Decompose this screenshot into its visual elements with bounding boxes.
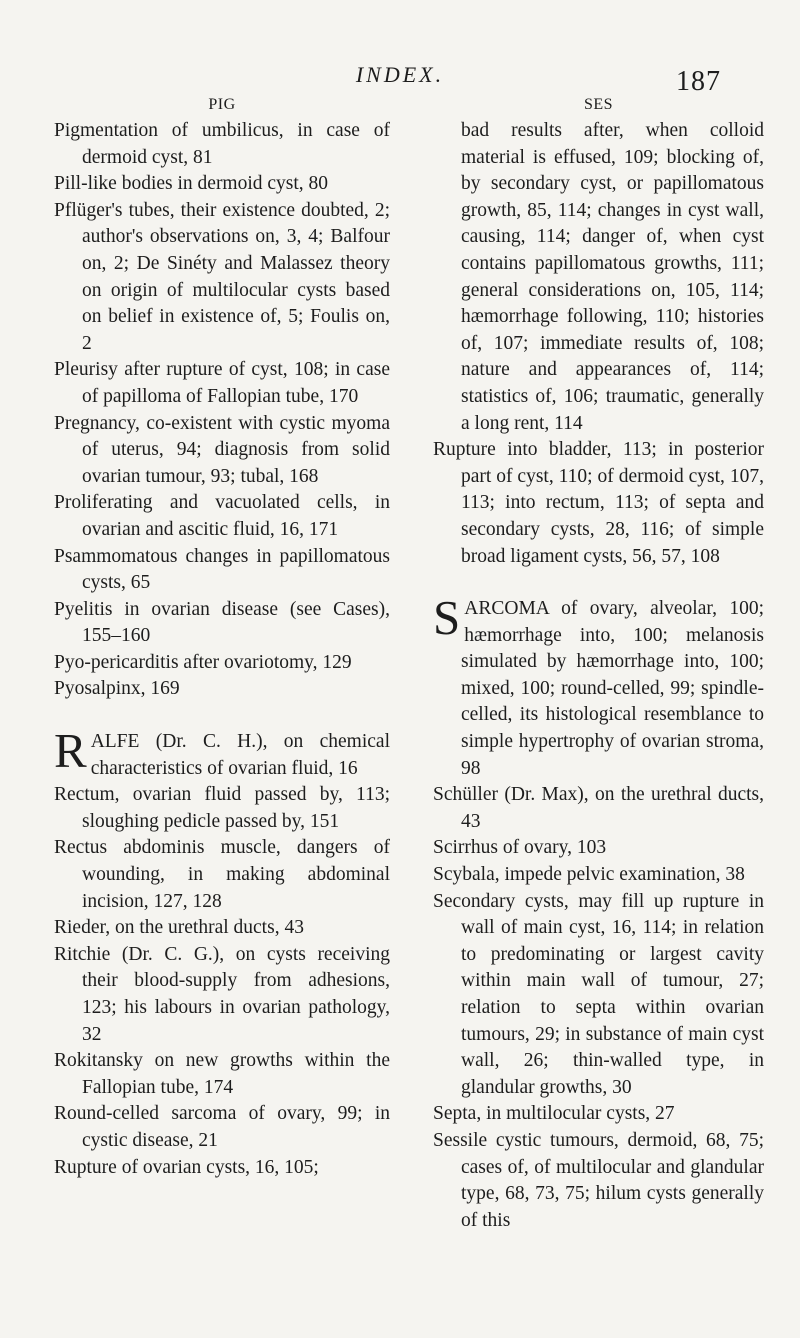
index-entry: Pyo-pericarditis after ovariotomy, 129 bbox=[54, 651, 352, 673]
index-entry: Pleurisy after rupture of cyst, 108; in case of papilloma of Fallopian tube, 170 bbox=[54, 359, 390, 407]
index-entry: Rieder, on the urethral ducts, 43 bbox=[54, 917, 304, 939]
index-entry: Rectum, ovarian fluid passed by, 113; sloughing pedicle passed by, 151 bbox=[54, 784, 390, 832]
page-header-title: INDEX. bbox=[355, 62, 445, 87]
section-s-first-entry bbox=[433, 590, 764, 782]
index-entry: Rupture into bladder, 113; in posterior part of cyst, 110; of dermoid cyst, 107, 113; into rectum, 113; of septa and secondary cysts, 28, 116; of simple broad ligament cysts, 56, 57, 108 bbox=[433, 439, 764, 567]
index-entry: Scybala, impede pelvic examination, 38 bbox=[433, 864, 745, 886]
index-entry: Sessile cystic tumours, dermoid, 68, 75; cases of, of multilocular and glandular type, 68, 73, 75; hilum cysts generally of this bbox=[433, 1129, 764, 1231]
index-entry: Rokitansky on new growths within the Fallopian tube, 174 bbox=[54, 1050, 390, 1098]
right-running-head: SES bbox=[583, 96, 614, 113]
left-running-head: PIG bbox=[208, 96, 236, 113]
index-entry: Ritchie (Dr. C. G.), on cysts receiving their blood-supply from adhesions, 123; his labours in ovarian pathology, 32 bbox=[54, 943, 390, 1045]
s-first-entry-text: ARCOMA of ovary, alveolar, 100; hæmorrhage into, 100; melanosis simulated by hæmorrhage into, 100; mixed, 100; round-celled, 99; spindle-celled, its histological resemblance to simple hypertrophy of ovarian stroma, 98 bbox=[461, 598, 764, 779]
index-entry: Pregnancy, co-existent with cystic myoma of uterus, 94; diagnosis from solid ovarian tumour, 93; tubal, 168 bbox=[54, 412, 390, 487]
section-r-first-entry bbox=[54, 723, 390, 782]
index-entry: Proliferating and vacuolated cells, in ovarian and ascitic fluid, 16, 171 bbox=[54, 492, 390, 540]
drop-cap-s: S bbox=[433, 590, 461, 646]
section-gap bbox=[433, 570, 764, 596]
index-entry-continuation: bad results after, when colloid material is effused, 109; blocking of, by secondary cyst, or papillomatous growth, 85, 114; changes in cyst wall, causing, 114; danger of, when cyst contains papillomatous growths, 111; general considerations on, 105, 114; hæmorrhage following, 110; histories of, 107; immediate results of, 108; nature and appearances of, 114; statistics of, 106; traumatic, generally a long rent, 114 bbox=[461, 120, 764, 434]
index-entry: Pflüger's tubes, their existence doubted, 2; author's observations on, 3, 4; Balfour on, 2; De Sinéty and Malassez theory on origin of multilocular cysts based on belief in existence of, 5; Foulis on, 2 bbox=[54, 199, 390, 354]
index-entry: Psammomatous changes in papillomatous cysts, 65 bbox=[54, 545, 390, 594]
index-entry: Schüller (Dr. Max), on the urethral ducts, 43 bbox=[433, 784, 764, 832]
index-entry: Scirrhus of ovary, 103 bbox=[433, 837, 607, 859]
index-entry: Rectus abdominis muscle, dangers of wounding, in making abdominal incision, 127, 128 bbox=[54, 837, 390, 912]
page-number: 187 bbox=[676, 66, 721, 97]
index-entry: Pyosalpinx, 169 bbox=[54, 678, 180, 700]
index-entry: Septa, in multilocular cysts, 27 bbox=[433, 1103, 675, 1125]
left-column bbox=[54, 92, 390, 1181]
index-entry: Pill-like bodies in dermoid cyst, 80 bbox=[54, 173, 329, 195]
r-first-entry-text: ALFE (Dr. C. H.), on chemical characteristics of ovarian fluid, 16 bbox=[90, 731, 390, 779]
index-entry: Pigmentation of umbilicus, in case of dermoid cyst, 81 bbox=[54, 120, 390, 168]
index-entry: Secondary cysts, may fill up rupture in wall of main cyst, 16, 114; in relation to predominating or largest cavity within main wall of tumour, 27; relation to septa within ovarian tumours, 29; in substance of main cyst wall, 26; thin-walled type, in glandular growths, 30 bbox=[433, 890, 764, 1098]
index-entry: Rupture of ovarian cysts, 16, 105; bbox=[54, 1156, 319, 1178]
right-column bbox=[433, 92, 764, 1234]
section-gap bbox=[54, 703, 390, 729]
drop-cap-r: R bbox=[54, 723, 87, 779]
index-entry: Round-celled sarcoma of ovary, 99; in cystic disease, 21 bbox=[54, 1103, 390, 1151]
index-entry: Pyelitis in ovarian disease (see Cases), 155–160 bbox=[54, 598, 390, 647]
